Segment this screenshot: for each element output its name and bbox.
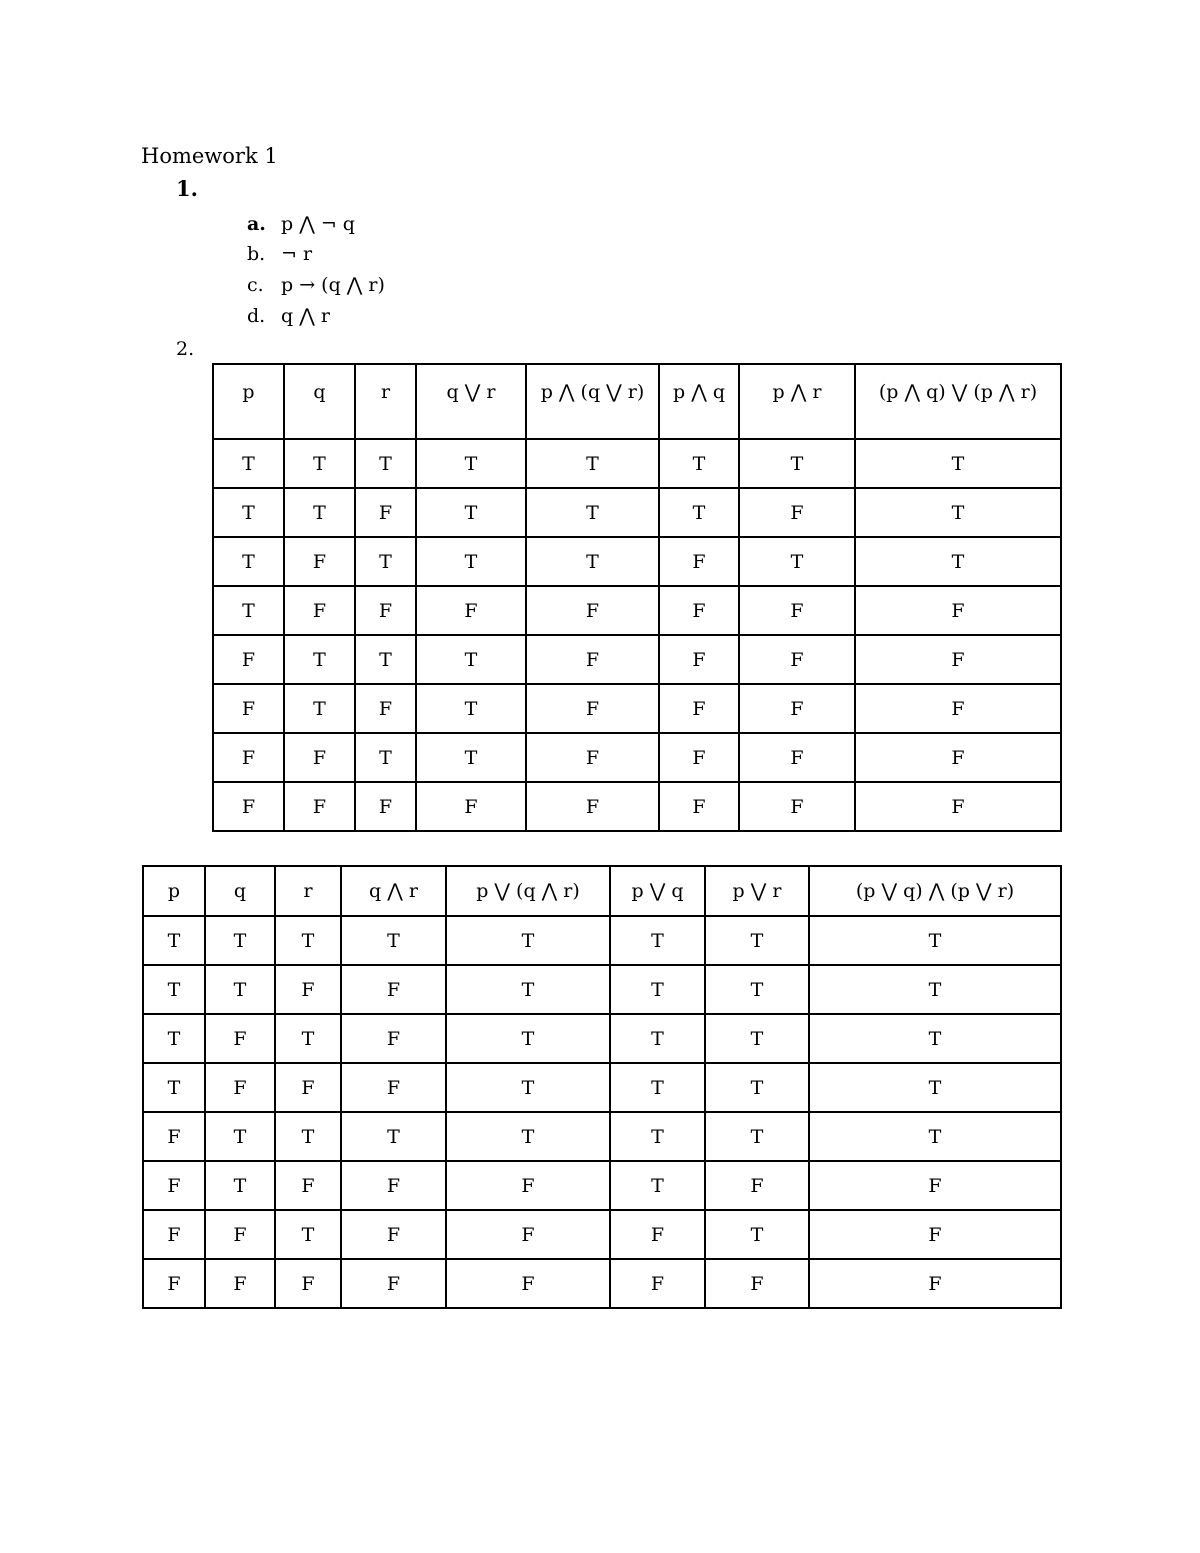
table-cell: F (446, 1259, 610, 1308)
table-cell: F (659, 733, 739, 782)
table-cell: T (416, 439, 526, 488)
table-cell: T (809, 916, 1061, 965)
table-cell: T (659, 488, 739, 537)
table-cell: F (526, 733, 659, 782)
table-cell: F (275, 1259, 341, 1308)
table-cell: T (610, 1014, 705, 1063)
table-cell: T (610, 1112, 705, 1161)
table-cell: T (855, 439, 1061, 488)
table-cell: F (659, 684, 739, 733)
table-cell: T (705, 1112, 809, 1161)
table-cell: F (739, 782, 855, 831)
table-cell: T (446, 1063, 610, 1112)
table-cell: F (284, 537, 355, 586)
table-cell: F (809, 1259, 1061, 1308)
table-cell: T (855, 537, 1061, 586)
table-row (143, 965, 1061, 1014)
table-cell: F (275, 965, 341, 1014)
column-header: q (284, 364, 355, 439)
question-1a (247, 212, 355, 236)
table-row (143, 1112, 1061, 1161)
table-row (213, 684, 1061, 733)
table-cell: T (143, 1014, 205, 1063)
question-1c (247, 273, 385, 297)
table-cell: F (416, 586, 526, 635)
table-cell: F (205, 1063, 275, 1112)
table-cell: F (610, 1210, 705, 1259)
table-cell: T (416, 733, 526, 782)
table-cell: T (809, 1014, 1061, 1063)
table-cell: T (809, 965, 1061, 1014)
table-cell: F (143, 1112, 205, 1161)
table-cell: F (739, 635, 855, 684)
table-cell: T (213, 439, 284, 488)
table-cell: T (705, 1063, 809, 1112)
item-label: d. (247, 305, 266, 327)
table-cell: F (855, 684, 1061, 733)
column-header: p ⋁ r (705, 866, 809, 916)
table-cell: T (705, 1014, 809, 1063)
table-cell: F (739, 684, 855, 733)
table-cell: T (355, 439, 416, 488)
table-cell: T (705, 1210, 809, 1259)
table-cell: F (284, 733, 355, 782)
table-cell: F (855, 635, 1061, 684)
table-cell: F (659, 635, 739, 684)
table-cell: F (739, 733, 855, 782)
column-header: r (275, 866, 341, 916)
table-cell: F (355, 684, 416, 733)
table-cell: F (341, 1259, 446, 1308)
table-cell: F (213, 782, 284, 831)
table-cell: T (416, 488, 526, 537)
table-cell: T (526, 488, 659, 537)
table-cell: F (446, 1210, 610, 1259)
page-title: Homework 1 (141, 144, 278, 168)
table-cell: F (341, 1210, 446, 1259)
column-header: q ⋁ r (416, 364, 526, 439)
table-cell: T (341, 1112, 446, 1161)
table-cell: F (526, 684, 659, 733)
table-cell: T (446, 965, 610, 1014)
table-cell: T (205, 1112, 275, 1161)
table-cell: F (213, 684, 284, 733)
column-header: q (205, 866, 275, 916)
column-header: q ⋀ r (341, 866, 446, 916)
table-cell: T (809, 1112, 1061, 1161)
table-cell: F (739, 586, 855, 635)
table-cell: T (809, 1063, 1061, 1112)
table-cell: T (705, 916, 809, 965)
table-cell: T (610, 916, 705, 965)
table-cell: T (205, 1161, 275, 1210)
table-cell: T (143, 965, 205, 1014)
column-header: (p ⋁ q) ⋀ (p ⋁ r) (809, 866, 1061, 916)
table-cell: T (416, 537, 526, 586)
table-cell: T (213, 488, 284, 537)
table-row (143, 916, 1061, 965)
table-cell: F (341, 1014, 446, 1063)
item-label: b. (247, 243, 266, 265)
table-cell: T (739, 439, 855, 488)
table-cell: F (809, 1210, 1061, 1259)
table-cell: T (284, 635, 355, 684)
table-cell: T (705, 965, 809, 1014)
table-cell: F (526, 782, 659, 831)
table-cell: F (355, 782, 416, 831)
truth-table-distributive-or (142, 865, 1062, 1309)
item-expression: p → (q ⋀ r) (281, 274, 385, 296)
table-cell: F (143, 1210, 205, 1259)
column-header: p (143, 866, 205, 916)
table-cell: T (275, 1210, 341, 1259)
table-cell: F (284, 782, 355, 831)
table-cell: F (143, 1161, 205, 1210)
column-header: p ⋀ (q ⋁ r) (526, 364, 659, 439)
table-row (143, 1259, 1061, 1308)
table-row (143, 1161, 1061, 1210)
table-header-row (213, 364, 1061, 439)
table-cell: T (355, 537, 416, 586)
table-row (213, 586, 1061, 635)
table-cell: F (205, 1259, 275, 1308)
item-label: c. (247, 274, 264, 296)
table-cell: F (275, 1161, 341, 1210)
table-cell: F (355, 488, 416, 537)
table-cell: T (143, 1063, 205, 1112)
column-header: p ⋀ q (659, 364, 739, 439)
column-header: p ⋁ (q ⋀ r) (446, 866, 610, 916)
table-cell: T (341, 916, 446, 965)
question-2-number: 2. (176, 338, 195, 360)
table-cell: F (143, 1259, 205, 1308)
table-cell: F (659, 586, 739, 635)
table-cell: F (705, 1259, 809, 1308)
table-cell: T (284, 439, 355, 488)
table-cell: T (205, 916, 275, 965)
table-cell: F (809, 1161, 1061, 1210)
table-cell: F (205, 1014, 275, 1063)
table-cell: T (526, 439, 659, 488)
table-cell: F (284, 586, 355, 635)
item-expression: ¬ r (281, 243, 313, 265)
table-cell: F (526, 635, 659, 684)
table-header-row (143, 866, 1061, 916)
table-cell: F (213, 635, 284, 684)
table-cell: T (446, 916, 610, 965)
table-cell: F (275, 1063, 341, 1112)
column-header: r (355, 364, 416, 439)
question-1d (247, 304, 330, 328)
table-cell: T (659, 439, 739, 488)
column-header: p ⋁ q (610, 866, 705, 916)
table-cell: T (416, 635, 526, 684)
table-cell: F (705, 1161, 809, 1210)
table-cell: F (855, 586, 1061, 635)
table-cell: T (143, 916, 205, 965)
table-row (213, 439, 1061, 488)
table-cell: T (610, 1161, 705, 1210)
table-row (213, 488, 1061, 537)
column-header: p ⋀ r (739, 364, 855, 439)
table-cell: T (284, 488, 355, 537)
table-cell: T (610, 1063, 705, 1112)
item-expression: p ⋀ ¬ q (281, 213, 355, 235)
table-cell: F (205, 1210, 275, 1259)
table-cell: T (213, 537, 284, 586)
table-cell: F (355, 586, 416, 635)
table-cell: F (659, 537, 739, 586)
table-cell: F (213, 733, 284, 782)
table-cell: F (526, 586, 659, 635)
table-row (213, 782, 1061, 831)
table-row (143, 1210, 1061, 1259)
table-cell: F (855, 782, 1061, 831)
item-label: a. (247, 213, 266, 235)
table-row (213, 635, 1061, 684)
table-row (143, 1014, 1061, 1063)
table-row (143, 1063, 1061, 1112)
table-cell: F (341, 1063, 446, 1112)
table-cell: F (855, 733, 1061, 782)
table-cell: T (275, 1112, 341, 1161)
table-cell: F (610, 1259, 705, 1308)
column-header: p (213, 364, 284, 439)
table-cell: T (275, 1014, 341, 1063)
table-cell: F (341, 965, 446, 1014)
column-header: (p ⋀ q) ⋁ (p ⋀ r) (855, 364, 1061, 439)
table-cell: T (284, 684, 355, 733)
truth-table-distributive-and (212, 363, 1062, 832)
item-expression: q ⋀ r (281, 305, 330, 327)
table-cell: T (205, 965, 275, 1014)
table-row (213, 537, 1061, 586)
table-cell: F (446, 1161, 610, 1210)
table-cell: T (355, 635, 416, 684)
table-cell: T (610, 965, 705, 1014)
question-1b (247, 242, 312, 266)
table-cell: F (739, 488, 855, 537)
table-cell: T (526, 537, 659, 586)
table-cell: T (446, 1112, 610, 1161)
table-cell: F (659, 782, 739, 831)
table-cell: F (416, 782, 526, 831)
table-row (213, 733, 1061, 782)
table-cell: T (213, 586, 284, 635)
table-cell: T (275, 916, 341, 965)
table-cell: T (739, 537, 855, 586)
table-cell: F (341, 1161, 446, 1210)
question-1-number: 1. (176, 176, 198, 201)
table-cell: T (855, 488, 1061, 537)
table-cell: T (355, 733, 416, 782)
table-cell: T (416, 684, 526, 733)
table-cell: T (446, 1014, 610, 1063)
